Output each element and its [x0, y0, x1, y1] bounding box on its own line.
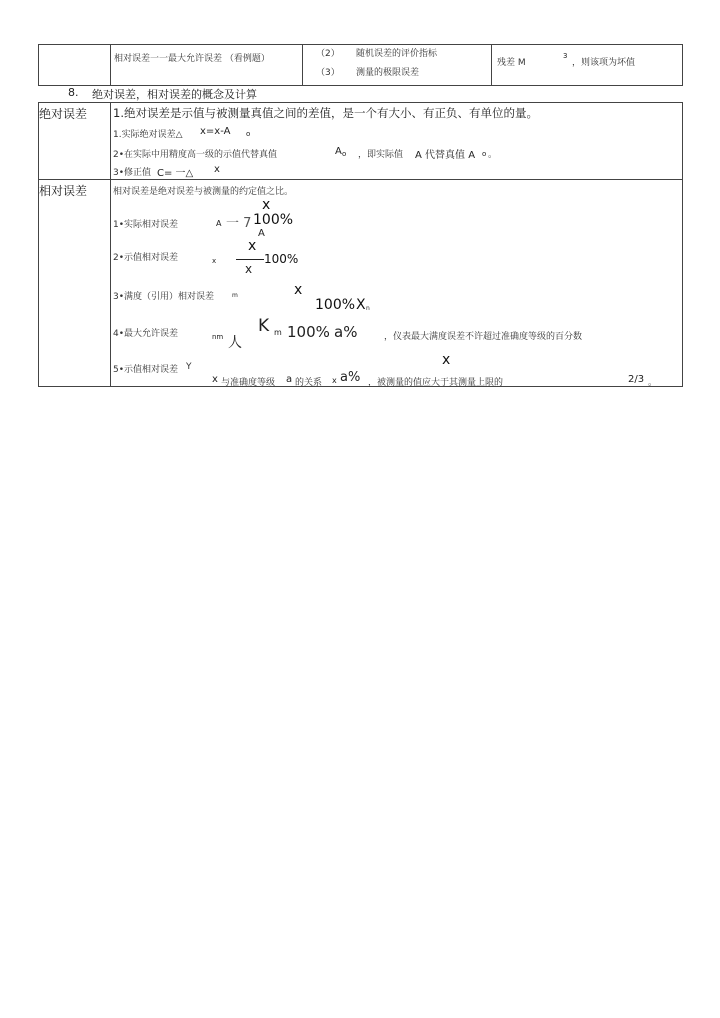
section-number: 8.: [68, 86, 79, 99]
item2-text: 随机误差的评价指标: [356, 49, 438, 59]
f2-label: 2•示值相对误差: [113, 253, 179, 263]
abs-line2-f: o: [482, 150, 487, 158]
section-title: 绝对误差，相对误差的概念及计算: [92, 88, 257, 101]
f4-percent: 100%: [287, 323, 330, 341]
right-cell-sup: 3: [563, 52, 568, 60]
f5-relation: 与准确度等级: [221, 378, 276, 388]
f5-note: ，被测量的值应大于其测量上限的: [368, 378, 504, 388]
main-border-left: [38, 102, 39, 387]
table-divider-1: [110, 44, 111, 86]
main-border-top: [38, 102, 683, 103]
table-divider-3: [491, 44, 492, 86]
f4-nm: nm: [212, 333, 224, 341]
relative-error-label: 相对误差: [39, 184, 88, 198]
item3-number: （3）: [316, 68, 340, 78]
f3-percent: 100%: [315, 297, 356, 313]
f3-X-sub: n: [366, 305, 370, 312]
main-row-divider: [38, 179, 683, 180]
main-border-bottom: [38, 386, 683, 387]
f5-fraction: 2/3: [628, 374, 645, 385]
f4-ren: 人: [228, 335, 242, 351]
abs-line1-a: 1.实际绝对误差△: [113, 130, 183, 140]
f2-numerator: x: [248, 238, 257, 254]
f5-a: a: [286, 374, 293, 385]
f3-numerator: x: [294, 282, 303, 298]
f4-K: K: [258, 316, 270, 336]
f5-relation2: 的关系: [295, 378, 323, 388]
f2-fraction-bar: [236, 259, 264, 260]
f5-top-x: x: [442, 352, 451, 368]
f5-x: x: [212, 374, 218, 385]
absolute-error-label: 绝对误差: [39, 107, 88, 121]
f2-x-small: x: [212, 257, 217, 265]
table-border-right: [682, 44, 683, 86]
main-col-divider: [110, 102, 111, 387]
right-cell-a: 残差 M: [497, 58, 526, 68]
f5-apct: a%: [340, 370, 361, 385]
abs-line3-b: C= 一△: [157, 168, 194, 179]
abs-line3-a: 3•修正值: [113, 168, 152, 178]
f2-denominator: x: [245, 262, 253, 276]
f2-percent: 100%: [264, 252, 299, 266]
f4-label: 4•最大允许误差: [113, 329, 179, 339]
item3-text: 测量的极限误差: [356, 68, 420, 78]
relative-error-intro: 相对误差是绝对误差与被测量的约定值之比。: [113, 187, 294, 197]
f1-mid: 一 7: [226, 216, 252, 231]
abs-line2-e: A 代替真值 A: [415, 150, 476, 161]
f1-denominator: A: [258, 228, 265, 239]
f4-note: ，仪表最大满度误差不许超过准确度等级的百分数: [384, 332, 583, 342]
f4-a: a%: [334, 323, 358, 341]
right-cell-b: ，则该项为坏值: [572, 58, 636, 68]
abs-line1-b: x=x-A: [200, 126, 231, 137]
f5-label: 5•示值相对误差: [113, 365, 179, 375]
f5-gamma: Y: [186, 362, 192, 372]
abs-line2-a: 2•在实际中用精度高一级的示值代替真值: [113, 150, 278, 160]
f3-X: X: [356, 297, 366, 313]
abs-line1-c: o: [246, 130, 251, 138]
abs-line2-c: o: [342, 150, 347, 158]
absolute-error-intro: 1.绝对误差是示值与被测量真值之间的差值，是一个有大小、有正负、有单位的量。: [113, 106, 538, 120]
top-cell-left-text: 相对误差一一最大允许误差 （看例题）: [114, 54, 270, 64]
item2-number: （2）: [316, 49, 340, 59]
abs-line2-b: A: [335, 146, 342, 157]
f3-label: 3•满度（引用）相对误差: [113, 292, 215, 302]
f1-numerator: x: [262, 197, 271, 213]
abs-line2-d: ，即实际值: [358, 150, 404, 160]
f1-left: A: [216, 219, 222, 228]
f1-percent: 100%: [253, 212, 294, 228]
f5-end: 。: [648, 378, 658, 388]
abs-line3-c: x: [214, 164, 220, 175]
f1-label: 1•实际相对误差: [113, 220, 179, 230]
f3-sub: m: [232, 292, 238, 299]
f5-x2: x: [332, 376, 337, 385]
f4-K-sub: m: [274, 328, 282, 337]
table-border-left: [38, 44, 39, 86]
table-divider-2: [302, 44, 303, 86]
main-border-right: [682, 102, 683, 387]
table-border-top: [38, 44, 683, 45]
abs-line2-g: 。: [488, 150, 498, 160]
